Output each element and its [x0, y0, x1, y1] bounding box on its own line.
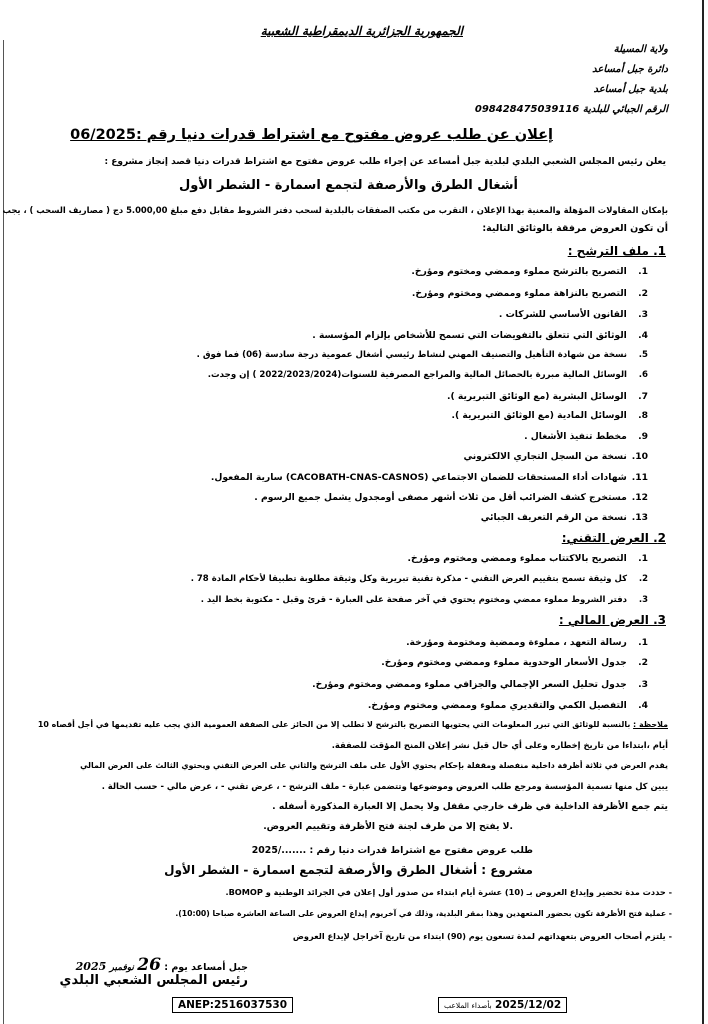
- sec1-item: [447, 391, 648, 402]
- item-number: 13.: [631, 512, 648, 523]
- item-number: 4.: [638, 700, 648, 711]
- item-text: التصريح بالترشح مملوء وممضي ومختوم ومؤرخ.: [411, 266, 627, 277]
- item-text: القانون الأساسي للشركات .: [498, 309, 627, 320]
- bullet-text: عملية فتح الأظرفة تكون بحضور المتعهدين وهذا بمقر البلدية، وذلك في آخريوم إيداع العروض على الساعة العاشرة صباحا (10:00).: [175, 909, 667, 918]
- invitation-line-2: أن تكون العروض مرفقة بالوثائق التالية:: [482, 223, 668, 234]
- item-number: 8.: [638, 410, 648, 421]
- note-text: بالنسبة للوثائق التي تبرر المعلومات التي يحتويها التصريح بالترشح لا تطلب إلا من الحائز على الصفقة العمومية الذي يجب عليه تقديمها في أجل أقصاه 10: [37, 720, 631, 729]
- sec1-item: [452, 410, 648, 421]
- bullet-item: - يلتزم أصحاب العروض بتعهداتهم لمدة تسعون يوم (90) ابتداء من تاريخ آخراجل لإيداع العروض: [292, 931, 672, 941]
- handwritten-month: نوفمبر: [109, 963, 134, 973]
- sec3-item: [381, 657, 648, 668]
- wilaya: ولاية المسيلة: [613, 44, 668, 55]
- item-text: الوسائل المالية مبررة بالحصائل المالية والمراجع المصرفية للسنوات(2022/2023/2024 ) إن وجدت.: [207, 370, 627, 380]
- envelope-line-1: طلب عروض مفتوح مع اشتراط قدرات دنيا رقم : ......./2025: [251, 845, 533, 856]
- item-text: جدول تحليل السعر الإجمالي والجزافي مملوء وممضي ومختوم ومؤرخ.: [312, 679, 627, 690]
- sec1-item: [208, 370, 648, 380]
- section-2-title: 2. العرض التقني:: [561, 531, 666, 545]
- envelope-line-2: مشروع : أشغال الطرق والأرصفة لتجمع اسمارة - الشطر الأول: [164, 863, 533, 877]
- item-number: 4.: [638, 330, 648, 341]
- sec1-item: [411, 266, 648, 277]
- tax-id: الرقم الجبائي للبلدية 098428475039116: [474, 104, 668, 115]
- sec3-item: [406, 637, 648, 648]
- item-text: مخطط تنفيذ الأشغال .: [524, 431, 627, 442]
- item-text: نسخة من الرقم التعريف الجبائي: [480, 512, 627, 523]
- sec1-item: [481, 512, 648, 523]
- item-text: شهادات أداء المستحقات للضمان الاجتماعي (CACOBATH-CNAS-CASNOS) سارية المفعول.: [210, 472, 627, 483]
- handwritten-year: 2025: [75, 960, 107, 973]
- item-number: 1.: [638, 266, 648, 277]
- item-text: كل وثيقة تسمح بتقييم العرض التقني - مذكرة تقنية تبريرية وكل وثيقة مطلوبة تطبيقا لأحكام المادة 78 .: [190, 574, 628, 584]
- project-title: أشغال الطرق والأرصفة لتجمع اسمارة - الشطر الأول: [179, 178, 518, 193]
- sec1-item: [412, 288, 648, 299]
- item-number: 2.: [638, 574, 648, 584]
- item-number: 12.: [631, 492, 648, 503]
- signature-date-line: [76, 955, 248, 975]
- sec1-item: [211, 472, 648, 483]
- daira: دائرة جبل أمساعد: [592, 64, 668, 75]
- intro-text: يعلن رئيس المجلس الشعبي البلدي لبلدية جبل أمساعد عن إجراء طلب عروض مفتوح مع اشتراط قدرات دنيا قصد إنجاز مشروع :: [104, 157, 666, 167]
- publication-date: 2025/12/02: [495, 999, 562, 1011]
- item-text: التصريح بالنزاهة مملوء وممضي ومختوم ومؤرخ.: [411, 288, 627, 299]
- publication-label: بأصداء الملاعب: [444, 1001, 492, 1010]
- item-text: التفصيل الكمي والتقديري مملوء وممضي ومختوم ومؤرخ.: [367, 700, 627, 711]
- item-text: الوسائل البشرية (مع الوثائق التبريرية ).: [447, 391, 627, 402]
- sec2-item: [408, 553, 648, 564]
- item-number: 1.: [638, 553, 648, 564]
- item-text: دفتر الشروط مملوء ممضي ومختوم يحتوي في آخر صفحة على العبارة - قرئ وقبل - مكتوبة بخط اليد .: [200, 595, 628, 605]
- publication-stamp: [438, 997, 567, 1013]
- note-label: ملاحظة :: [633, 720, 668, 729]
- item-number: 2.: [638, 657, 648, 668]
- item-number: 10.: [631, 451, 648, 462]
- note-line-1: [38, 720, 668, 729]
- item-number: 3.: [638, 679, 648, 690]
- sec1-item: [463, 451, 648, 462]
- sec1-item: [197, 350, 648, 360]
- item-number: 6.: [638, 370, 648, 380]
- handwritten-day: 26: [137, 955, 161, 975]
- anep-code: ANEP:2516037530: [172, 997, 293, 1013]
- announcement-title: إعلان عن طلب عروض مفتوح مع اشتراط قدرات دنيا رقم :06/2025: [70, 127, 553, 143]
- item-number: 3.: [638, 309, 648, 320]
- item-number: 1.: [638, 637, 648, 648]
- sec1-item: [254, 492, 648, 503]
- sec1-item: [524, 431, 648, 442]
- item-text: جدول الأسعار الوحدوية مملوء وممضي ومختوم ومؤرخ.: [381, 657, 627, 668]
- bullet-item: - حددت مدة تحضير وإيداع العروض بـ (10) عشرة أيام ابتداء من صدور أول إعلان في الجرائد الوطنية و BOMOP.: [225, 887, 672, 897]
- item-number: 3.: [638, 595, 648, 605]
- item-number: 2.: [638, 288, 648, 299]
- item-text: نسخة من السجل التجاري الالكتروني: [463, 451, 627, 462]
- baladia: بلدية جبل أمساعد: [593, 84, 668, 95]
- section-3-title: 3. العرض المالي :: [558, 613, 666, 627]
- signer-title: رئيس المجلس الشعبي البلدي: [59, 973, 248, 988]
- sec2-item: [191, 574, 648, 584]
- sec1-item: [499, 309, 648, 320]
- item-text: نسخة من شهادة التأهيل والتصنيف المهني لنشاط رئيسي أشغال عمومية درجة سادسة (06) فما فوق .: [196, 350, 627, 360]
- item-number: 5.: [638, 350, 648, 360]
- submission-line-3: يتم جمع الأظرفة الداخلية في ظرف خارجي مقفل ولا يحمل إلا العبارة المذكورة أسفله .: [272, 801, 668, 812]
- sec3-item: [368, 700, 648, 711]
- item-number: 11.: [631, 472, 648, 483]
- sec3-item: [312, 679, 648, 690]
- submission-line-1: يقدم العرض في ثلاثة أظرفة داخلية منفصلة ومقفلة بإحكام يحتوي الأول على ملف الترشح والثاني على العرض التقني ويحتوي الثالث على العرض المالي: [80, 761, 668, 770]
- sec2-item: [201, 595, 648, 605]
- item-text: الوثائق التي تتعلق بالتفويضات التي تسمح للأشخاص بإلزام المؤسسة .: [312, 330, 627, 341]
- republic-header: الجمهورية الجزائرية الديمقراطية الشعبية: [260, 24, 463, 38]
- bullet-text: حددت مدة تحضير وإيداع العروض بـ (10) عشرة أيام ابتداء من صدور أول إعلان في الجرائد الوطنية و BOMOP.: [225, 887, 666, 897]
- invitation-line-1: بإمكان المقاولات المؤهلة والمعنية بهذا الإعلان ، التقرب من مكتب الصفقات بالبلدية لسحب دفتر الشروط مقابل دفع مبلغ 5.000,00 دج ( مصاريف السحب ) ، يجب: [2, 205, 668, 215]
- bullet-item: - عملية فتح الأظرفة تكون بحضور المتعهدين وهذا بمقر البلدية، وذلك في آخريوم إيداع العروض على الساعة العاشرة صباحا (10:00).: [175, 909, 672, 918]
- item-text: الوسائل المادية (مع الوثائق التبريرية ).: [451, 410, 627, 421]
- bullet-text: يلتزم أصحاب العروض بتعهداتهم لمدة تسعون يوم (90) ابتداء من تاريخ آخراجل لإيداع العروض: [292, 931, 666, 941]
- sec1-item: [312, 330, 648, 341]
- submission-line-2: يبين كل منها تسمية المؤسسة ومرجع طلب العروض وموضوعها وتتضمن عبارة - ملف الترشح - ، عرض تقني - ، عرض مالي - حسب الحالة .: [101, 781, 668, 791]
- submission-line-4: .لا يفتح إلا من طرف لجنة فتح الأظرفة وتقييم العروض.: [263, 821, 513, 832]
- section-1-title: 1. ملف الترشح :: [567, 244, 666, 258]
- item-text: رسالة التعهد ، مملوءة وممضية ومختومة ومؤرخة.: [406, 637, 627, 648]
- note-line-2: أيام ،ابتداءا من تاريخ إخطاره وعلى أي حال قبل نشر إعلان المنح المؤقت للصفقة.: [331, 740, 668, 750]
- item-text: التصريح بالاكتتاب مملوء وممضي ومختوم ومؤرخ.: [407, 553, 627, 564]
- item-number: 7.: [638, 391, 648, 402]
- item-number: 9.: [638, 431, 648, 442]
- item-text: مستخرج كشف الضرائب أقل من ثلاث أشهر مصفى أومجدول يشمل جميع الرسوم .: [254, 492, 627, 503]
- date-label: جبل أمساعد يوم :: [164, 962, 248, 973]
